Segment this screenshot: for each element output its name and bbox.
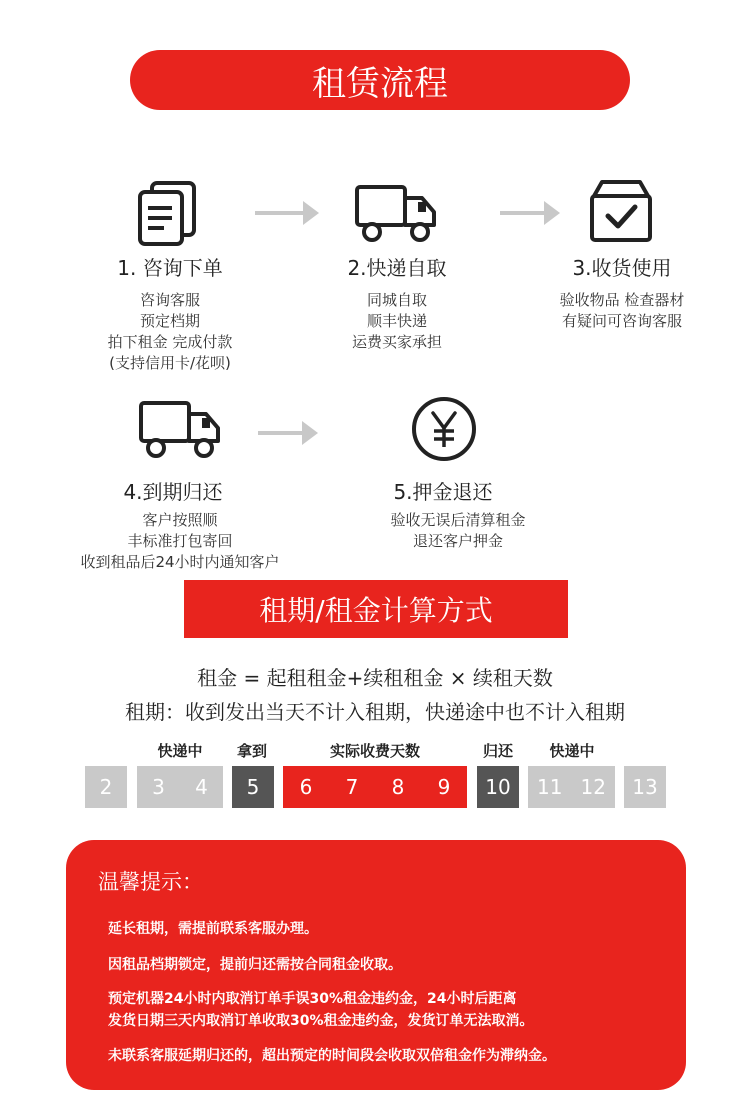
step-4-title: 4.到期归还 [123,480,223,504]
step-2-desc-line: 运费买家承担 [351,333,442,351]
delivery-truck-icon [138,400,222,460]
tip-item: 延长租期，需提前联系客服办理。 [108,921,318,937]
delivery-truck-icon [354,184,438,244]
checked-box-icon [588,178,654,244]
day-box [137,766,223,808]
day-number: 2 [99,775,113,799]
step-4-desc-line: 丰标准打包寄回 [127,532,233,550]
day-number: 4 [195,775,208,799]
day-number: 11 [537,775,563,799]
flow-arrow [258,431,304,435]
timeline-label-in-transit: 快递中 [549,742,595,760]
step-1-desc-line: 拍下租金 完成付款 [107,333,233,351]
document-stack-icon [134,180,200,246]
step-4-desc-line: 收到租品后24小时内通知客户 [80,553,280,571]
day-number: 13 [632,775,658,799]
timeline-label-in-transit: 快递中 [157,742,203,760]
step-4-desc [70,510,290,573]
step-3-desc-line: 有疑问可咨询客服 [561,312,682,330]
day-number: 12 [580,775,606,799]
step-1-desc-line: (支持信用卡/花呗) [109,354,231,372]
day-number: 10 [485,775,511,799]
step-5-desc-line: 退还客户押金 [412,532,503,550]
day-box [477,766,519,808]
rent-formula: 租金 = 起租租金+续租租金 × 续租天数 [197,666,553,690]
step-5-desc-line: 验收无误后清算租金 [390,511,526,529]
day-number: 9 [437,775,451,799]
step-2-desc-line: 同城自取 [366,291,427,309]
yuan-coin-icon [410,395,478,463]
step-4-desc-line: 客户按照顺 [142,511,218,529]
flow-arrow [255,211,305,215]
step-2-desc [322,290,472,353]
step-1-desc [75,290,265,374]
day-number: 3 [152,775,165,799]
day-number: 8 [391,775,405,799]
tips-title: 温馨提示： [98,870,203,894]
day-number: 5 [246,775,260,799]
step-1-title: 1. 咨询下单 [117,256,223,280]
tips-panel [66,840,686,1090]
tip-item: 未联系客服延期归还的，超出预定的时间段会收取双倍租金作为滞纳金。 [108,1048,556,1064]
tip-item: 预定机器24小时内取消订单手误30%租金违约金，24小时后距离 [108,991,517,1007]
timeline-label-charged-days: 实际收费天数 [329,742,420,760]
charged-days-box [283,766,467,808]
timeline-label-returned: 归还 [482,742,513,760]
step-1-desc-line: 预定档期 [139,312,200,330]
step-3-title: 3.收货使用 [572,256,672,280]
process-title-banner [130,50,630,110]
day-number: 6 [299,775,313,799]
step-5-desc [363,510,553,552]
day-box [232,766,274,808]
flow-arrow [500,211,546,215]
calc-title: 租期/租金计算方式 [259,594,493,627]
day-box [85,766,127,808]
tip-item: 发货日期三天内取消订单收取30%租金违约金，发货订单无法取消。 [108,1013,534,1029]
step-3-desc [527,290,717,332]
step-2-desc-line: 顺丰快递 [366,312,427,330]
day-box [624,766,666,808]
rental-period-rule: 租期：收到发出当天不计入租期，快递途中也不计入租期 [125,700,625,724]
step-2-title: 2.快递自取 [347,256,447,280]
day-box [528,766,615,808]
process-title: 租赁流程 [312,63,448,104]
step-1-desc-line: 咨询客服 [139,291,200,309]
day-number: 7 [345,775,359,799]
tip-item: 因租品档期锁定，提前归还需按合同租金收取。 [108,957,402,973]
step-5-title: 5.押金退还 [393,480,493,504]
step-3-desc-line: 验收物品 检查器材 [559,291,685,309]
timeline-label-received: 拿到 [236,742,267,760]
calc-title-banner [184,580,568,638]
